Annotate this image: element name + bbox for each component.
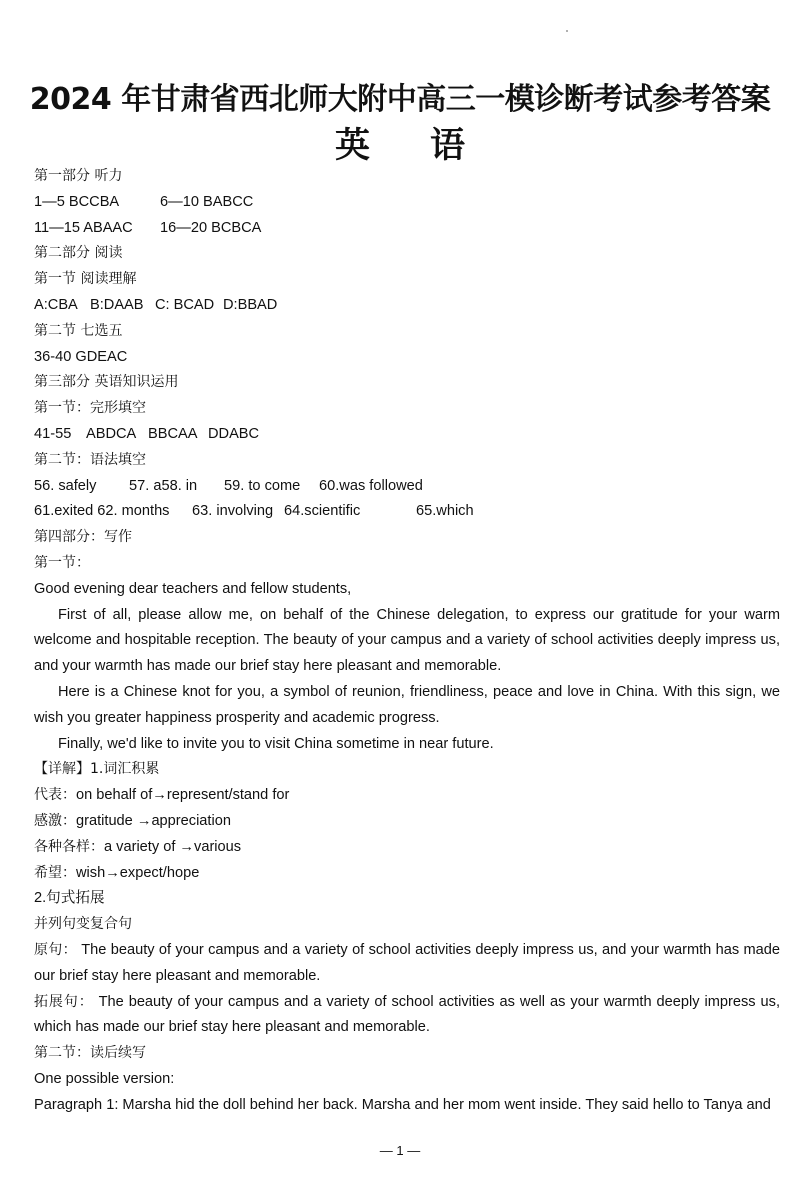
letter-paragraph-1: First of all, please allow me, on behalf of the Chinese delegation, to express our gratitude for your warm welcome and hospitable reception. The beauty of your campus and a variety of school activities deeply impress us, and your warmth has made our brief stay here pleasant and memorable. (34, 606, 780, 675)
letter-paragraph-3: Finally, we'd like to invite you to visit China sometime in near future. (58, 735, 494, 752)
possible-version-label: One possible version: (34, 1070, 175, 1087)
cloze-answers (34, 422, 780, 448)
page-number: — 1 — (379, 1143, 421, 1158)
listening-row-2 (34, 216, 780, 242)
part1-heading: 第一部分 听力 (34, 168, 123, 184)
document-body (34, 164, 780, 1118)
original-sentence (34, 938, 780, 990)
answer-item: 57. a58. in (129, 477, 198, 494)
expanded-sentence (34, 990, 780, 1042)
grammar-fill-heading: 第二节：语法填空 (34, 451, 146, 468)
grammar-row-2 (34, 499, 780, 525)
answer-group: DDABC (208, 425, 260, 442)
vocab-cn: 各种各样： (34, 838, 104, 855)
answer-group: C: BCAD (155, 296, 215, 313)
detail-heading: 【详解】1.词汇积累 (34, 761, 160, 778)
reading-answers (34, 293, 780, 319)
vocab-item (34, 861, 780, 887)
scan-speck (566, 30, 568, 32)
answer-item: 60.was followed (319, 477, 423, 494)
subject-heading (0, 118, 800, 168)
answer-item: 64.scientific (284, 503, 361, 520)
vocab-en: on behalf of→represent/stand for (76, 787, 290, 804)
sentence-expansion-subheading: 并列句变复合句 (34, 916, 132, 933)
vocab-item (34, 809, 780, 835)
letter-greeting: Good evening dear teachers and fellow students, (34, 580, 352, 597)
answer-group: 1—5 BCCBA (34, 193, 120, 210)
answer-group: 6—10 BABCC (160, 193, 254, 210)
answer-item: 63. involving (192, 503, 274, 520)
reading-section1-heading: 第一节 阅读理解 (34, 271, 137, 288)
vocab-cn: 代表： (34, 787, 76, 804)
vocab-en: a variety of →various (104, 838, 242, 855)
answer-group: ABDCA (86, 425, 137, 442)
document-title: 2024 年甘肃省西北师大附中高三一模诊断考试参考答案 (29, 82, 771, 117)
part3-heading: 第三部分 英语知识运用 (34, 374, 179, 391)
answer-item: 56. safely (34, 477, 97, 494)
vocab-en: wish→expect/hope (76, 864, 200, 881)
vocab-en: gratitude →appreciation (76, 812, 231, 829)
answer-item: 59. to come (224, 477, 301, 494)
letter-paragraph-2: Here is a Chinese knot for you, a symbol of reunion, friendliness, peace and love in China. With this sign, we wish you greater happiness prosperity and academic progress. (34, 683, 780, 726)
subject-char-2: 语 (430, 126, 466, 166)
answer-group: A:CBA (34, 296, 78, 313)
vocab-cn: 感激： (34, 812, 76, 829)
subject-char-1: 英 (334, 126, 370, 166)
answer-group: 41-55 (34, 425, 72, 442)
grammar-row-1 (34, 474, 780, 500)
expanded-label: 拓展句： (34, 993, 94, 1010)
writing-section1-heading: 第一节： (34, 554, 90, 571)
part4-heading: 第四部分：写作 (34, 529, 132, 546)
writing-section2-heading: 第二节：读后续写 (34, 1045, 146, 1062)
answer-item: 61.exited 62. months (34, 503, 170, 520)
answer-group: 16—20 BCBCA (160, 219, 262, 236)
answer-group: B:DAAB (90, 296, 144, 313)
seven-choose-five-answers: 36-40 GDEAC (34, 348, 128, 365)
original-text: The beauty of your campus and a variety of school activities deeply impress us, and your warmth has made our brief stay here pleasant and memorable. (34, 941, 781, 984)
continuation-paragraph-1: Paragraph 1: Marsha hid the doll behind her back. Marsha and her mom went inside. They said hello to Tanya and (34, 1096, 771, 1113)
part2-heading: 第二部分 阅读 (34, 245, 123, 262)
original-label: 原句： (34, 941, 77, 958)
cloze-heading: 第一节：完形填空 (34, 400, 146, 417)
sentence-expansion-heading: 2.句式拓展 (34, 890, 105, 907)
listening-row-1 (34, 190, 780, 216)
answer-group: BBCAA (148, 425, 198, 442)
vocab-cn: 希望： (34, 864, 76, 881)
vocab-item (34, 783, 780, 809)
answer-item: 65.which (416, 503, 474, 520)
expanded-text: The beauty of your campus and a variety of school activities as well as your warmth deeply impress us, which has made our brief stay here pleasant and memorable. (34, 993, 780, 1036)
reading-section2-heading: 第二节 七选五 (34, 322, 123, 339)
vocab-item (34, 835, 780, 861)
answer-group: 11—15 ABAAC (34, 219, 133, 236)
answer-group: D:BBAD (223, 296, 278, 313)
